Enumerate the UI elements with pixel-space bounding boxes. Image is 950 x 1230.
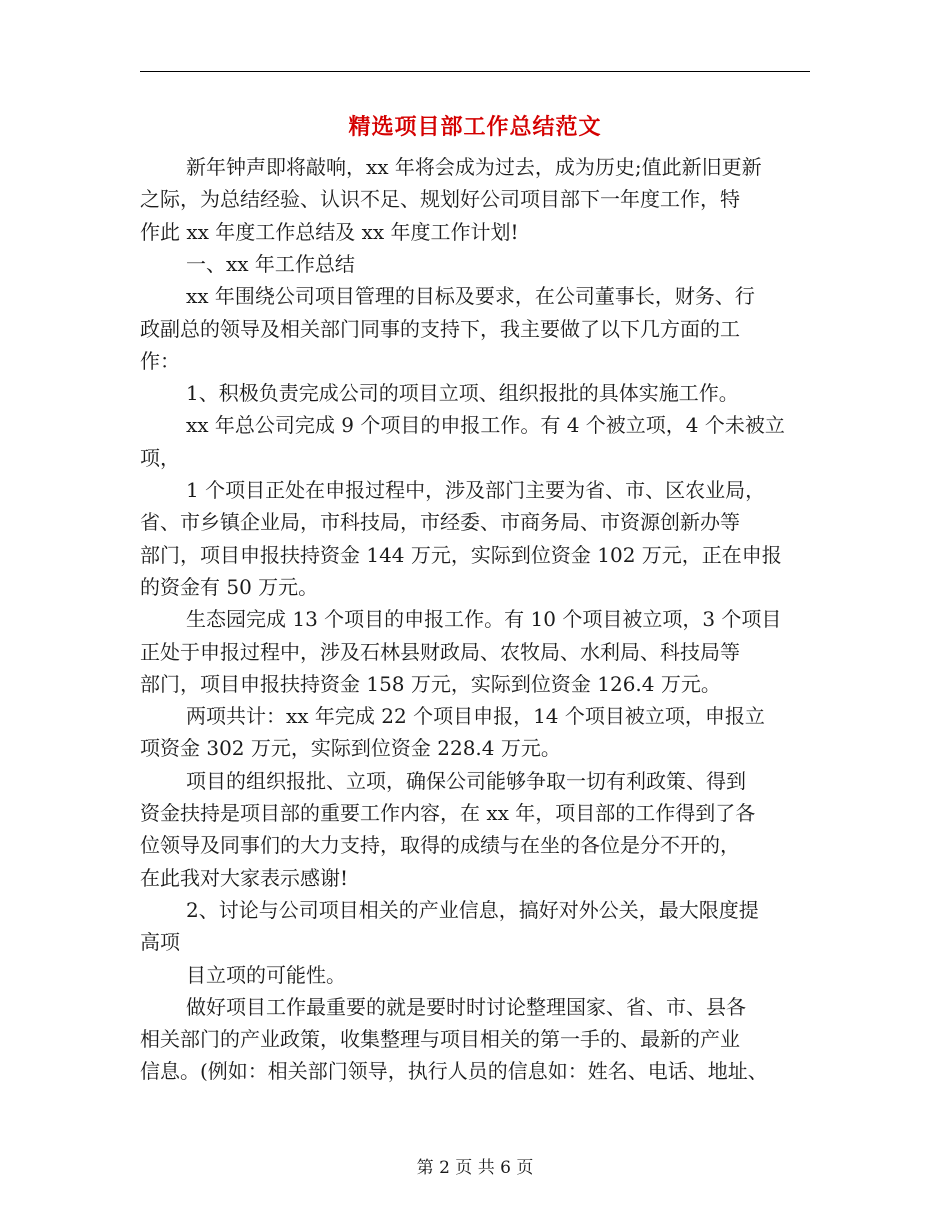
text-line: 项资金 302 万元，实际到位资金 228.4 万元。 xyxy=(140,736,561,761)
text-line: 部门，项目申报扶持资金 158 万元，实际到位资金 126.4 万元。 xyxy=(140,671,721,696)
text-line: xx 年总公司完成 9 个项目的申报工作。有 4 个被立项，4 个未被立 xyxy=(186,413,785,438)
text-line: 一、xx 年工作总结 xyxy=(186,251,355,276)
text-line: 高项 xyxy=(140,930,180,955)
text-line: 做好项目工作最重要的就是要时时讨论整理国家、省、市、县各 xyxy=(186,994,746,1019)
text-line: 新年钟声即将敲响，xx 年将会成为过去，成为历史;值此新旧更新 xyxy=(186,155,762,179)
text-line: 政副总的领导及相关部门同事的支持下，我主要做了以下几方面的工 xyxy=(140,316,740,341)
text-line: 信息。(例如：相关部门领导，执行人员的信息如：姓名、电话、地址、 xyxy=(140,1059,768,1084)
text-line: 两项共计：xx 年完成 22 个项目申报，14 个项目被立项，申报立 xyxy=(186,704,765,729)
text-line: 1 个项目正处在申报过程中，涉及部门主要为省、市、区农业局， xyxy=(186,478,766,502)
text-line: 省、市乡镇企业局，市科技局，市经委、市商务局、市资源创新办等 xyxy=(140,510,740,535)
text-line: 作： xyxy=(140,348,180,373)
text-line: 项， xyxy=(140,445,180,470)
text-line: 目立项的可能性。 xyxy=(186,962,346,987)
text-line: 在此我对大家表示感谢! xyxy=(140,865,349,890)
text-line: 部门，项目申报扶持资金 144 万元，实际到位资金 102 万元，正在申报 xyxy=(140,542,782,567)
text-line: 资金扶持是项目部的重要工作内容，在 xx 年，项目部的工作得到了各 xyxy=(140,801,756,825)
text-line: 正处于申报过程中，涉及石林县财政局、农牧局、水利局、科技局等 xyxy=(140,639,740,664)
text-line: 位领导及同事们的大力支持，取得的成绩与在坐的各位是分不开的， xyxy=(140,833,740,858)
text-line: 1、积极负责完成公司的项目立项、组织报批的具体实施工作。 xyxy=(186,381,739,406)
text-line: 2、讨论与公司项目相关的产业信息，搞好对外公关，最大限度提 xyxy=(186,897,759,922)
text-line: 项目的组织报批、立项，确保公司能够争取一切有利政策、得到 xyxy=(186,768,746,793)
text-line: xx 年围绕公司项目管理的目标及要求，在公司董事长，财务、行 xyxy=(186,284,755,309)
document-title: 精选项目部工作总结范文 xyxy=(348,114,602,140)
page-number: 第 2 页 共 6 页 xyxy=(416,1158,534,1178)
text-line: 的资金有 50 万元。 xyxy=(140,574,319,599)
text-line: 相关部门的产业政策，收集整理与项目相关的第一手的、最新的产业 xyxy=(140,1027,740,1052)
text-line: 作此 xx 年度工作总结及 xx 年度工作计划! xyxy=(140,219,519,244)
text-line: 生态园完成 13 个项目的申报工作。有 10 个项目被立项，3 个项目 xyxy=(186,607,782,632)
header-rule xyxy=(140,71,810,72)
text-line: 之际，为总结经验、认识不足、规划好公司项目部下一年度工作，特 xyxy=(140,187,740,212)
